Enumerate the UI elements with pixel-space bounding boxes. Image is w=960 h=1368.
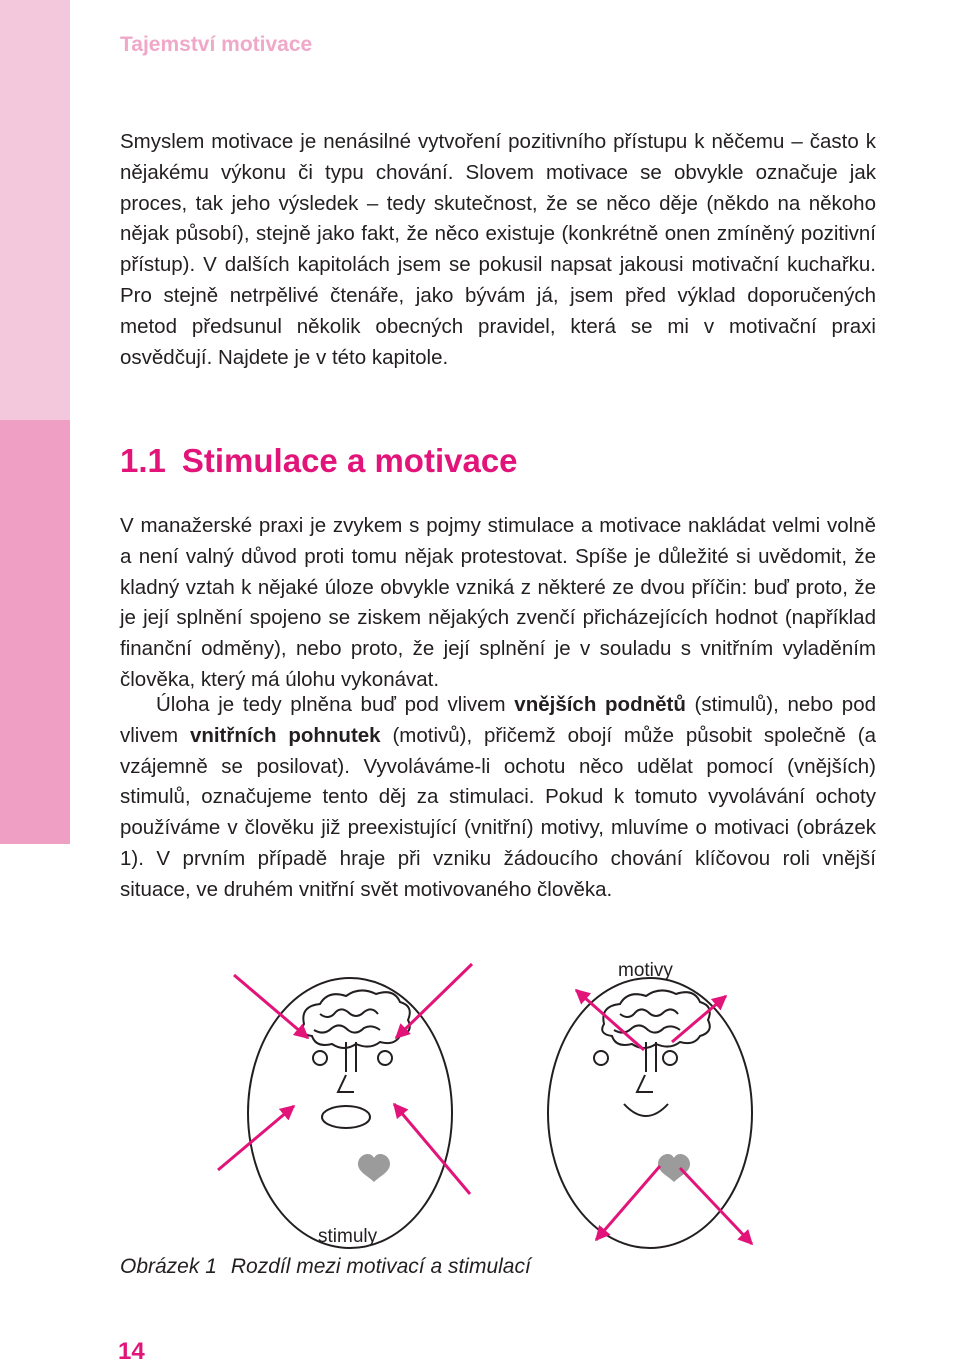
margin-band-dark bbox=[0, 420, 70, 844]
heart-icon bbox=[358, 1154, 390, 1182]
intro-paragraph: Smyslem motivace je nenásilné vytvoření pozitivního přístupu k něčemu – často k nějakému výkonu či typu chování. Slovem motivace se obvykle označuje jak proces, tak jeho výsledek – tedy skutečnost, že se něco děje (někdo na někoho nějak působí), stejně jako fakt, že něco existuje (konkrétně onen zmíněný pozitivní přístup). V dalších kapitolách jsem se pokusil napsat jakousi motivační kuchařku. Pro stejně netrpělivé čtenáře, jako bývám já, jsem před výklad doporučených metod předsunul několik obecných pravidel, která se mi v motivační praxi osvědčují. Najdete je v této kapitole. bbox=[120, 130, 876, 369]
stimulus-arrow bbox=[394, 1104, 470, 1194]
section-title: Stimulace a motivace bbox=[181, 442, 518, 479]
section-number: 1.1 bbox=[120, 442, 166, 479]
section-paragraph-1: V manažerské praxi je zvykem s pojmy stimulace a motivace nakládat velmi volně a není valný důvod proti tomu nějak protestovat. Spíše je důležité si uvědomit, že kladný vztah k nějaké úloze obvykle vzniká z některé ze dvou příčin: buď proto, že je její splnění spojeno se ziskem nějakých zvenčí přicházejících hodnot (například finanční odměny), nebo proto, že její splnění je v souladu s vnitřním vyladěním člověka, který má úlohu vykonávat. bbox=[120, 514, 876, 691]
margin-band-light bbox=[0, 0, 70, 420]
stimulus-arrow bbox=[218, 1106, 294, 1170]
paragraph-2-text: Úloha je tedy plněna buď pod vlivem bbox=[156, 693, 515, 716]
right-eye bbox=[378, 1051, 392, 1065]
term-external-stimuli: vnějších podnětů bbox=[514, 693, 686, 716]
left-eye bbox=[313, 1051, 327, 1065]
caption-number: Obrázek 1 bbox=[120, 1255, 217, 1278]
face-stimulation bbox=[218, 964, 472, 1248]
page-number: 14 bbox=[118, 1338, 145, 1365]
figure-motivation-vs-stimulation bbox=[180, 950, 760, 1250]
brain-icon bbox=[602, 990, 710, 1072]
brain-icon bbox=[302, 990, 410, 1072]
section-paragraph-2 bbox=[120, 690, 876, 906]
section-heading bbox=[120, 442, 518, 480]
term-internal-motives: vnitřních pohnutek bbox=[189, 723, 381, 747]
nose bbox=[338, 1075, 354, 1092]
head-outline bbox=[248, 978, 452, 1248]
motive-arrow bbox=[576, 990, 644, 1050]
right-eye bbox=[663, 1051, 677, 1065]
motive-arrow bbox=[596, 1166, 660, 1240]
label-motivy: motivy bbox=[618, 960, 673, 981]
head-outline bbox=[548, 978, 752, 1248]
paragraph-2-text: (stimulů), nebo pod vlivem bbox=[120, 693, 876, 747]
motive-arrow bbox=[672, 996, 726, 1042]
mouth-open bbox=[322, 1106, 370, 1128]
paragraph-2-text: (motivů), přičemž obojí může působit společně (a vzájemně se posilovat). Vyvoláváme-li ochotu něco udělat pomocí (vnějších) stimulů, označujeme tento děj za stimulaci. Pokud k tomuto vyvolávání ochoty používáme v člověku již preexistující (vnitřní) motivy, mluvíme o motivaci (obrázek 1). V prvním případě hraje při vzniku žádoucího chování klíčovou roli vnější situace, ve druhém vnitřní svět motivovaného člověka. bbox=[120, 723, 876, 901]
left-eye bbox=[594, 1051, 608, 1065]
face-motivation bbox=[548, 978, 752, 1248]
mouth-smile bbox=[624, 1104, 668, 1116]
figure-caption bbox=[120, 1255, 531, 1279]
label-stimuly: stimuly bbox=[318, 1226, 378, 1247]
running-title: Tajemství motivace bbox=[120, 33, 313, 56]
motive-arrow bbox=[680, 1168, 752, 1244]
caption-text: Rozdíl mezi motivací a stimulací bbox=[230, 1255, 531, 1278]
heart-icon bbox=[658, 1154, 690, 1182]
nose bbox=[637, 1075, 653, 1092]
